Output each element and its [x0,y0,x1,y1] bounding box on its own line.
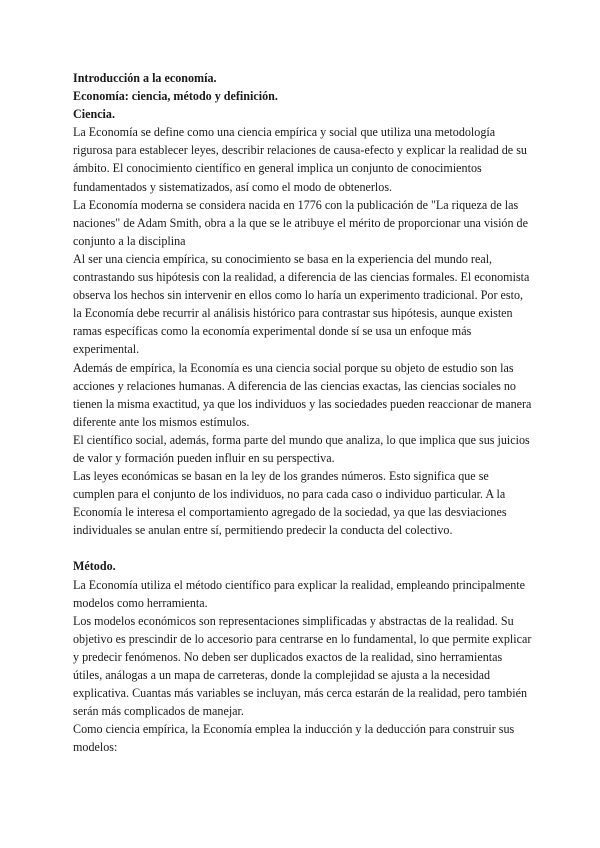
paragraph: Las leyes económicas se basan en la ley de los grandes números. Esto significa que se cumplen para el conjunto de los individuos, no para cada caso o individuo particular. A la Economía le interesa el comportamiento agregado de la sociedad, ya que las desviaciones individuales se anulan entre sí, permitiendo predecir la conducta del colectivo. [73,469,507,538]
paragraph: La Economía se define como una ciencia empírica y social que utiliza una metodología rigurosa para establecer leyes, describir relaciones de causa-efecto y explicar la realidad de su ámbito. El conocimiento científico en general implica un conjunto de conocimientos fundamentados y sistematizados, así como el modo de obtenerlos. [73,125,527,194]
document-body [73,69,533,756]
paragraph: Como ciencia empírica, la Economía emplea la inducción y la deducción para construir sus modelos: [73,722,515,755]
paragraph: Los modelos económicos son representaciones simplificadas y abstractas de la realidad. Su objetivo es prescindir de lo accesorio para centrarse en lo fundamental, lo que permite explicar y predecir fenómenos. No deben ser duplicados exactos de la realidad, sino herramientas útiles, análogas a un mapa de carreteras, donde la complejidad se ajusta a la necesidad explicativa. Cuantas más variables se incluyan, más cerca estarán de la realidad, pero también serán más complicados de manejar. [73,613,532,719]
paragraph: La Economía utiliza el método científico para explicar la realidad, empleando principalmente modelos como herramienta. [73,577,525,610]
section-heading-metodo: Método. [73,559,116,574]
document-title: Introducción a la economía. [73,71,217,85]
paragraph: El científico social, además, forma parte del mundo que analiza, lo que implica que sus juicios de valor y formación pueden influir en su perspectiva. [73,432,530,465]
section-heading-ciencia: Ciencia. [73,107,115,122]
blank-line [73,539,533,557]
document-subtitle: Economía: ciencia, método y definición. [73,89,278,104]
paragraph: Además de empírica, la Economía es una ciencia social porque su objeto de estudio son las acciones y relaciones humanas. A diferencia de las ciencias exactas, las ciencias sociales no tienen la misma exactitud, ya que los individuos y las sociedades pueden reaccionar de manera diferente ante los mismos estímulos. [73,360,532,429]
paragraph: La Economía moderna se considera nacida en 1776 con la publicación de "La riqueza de las naciones" de Adam Smith, obra a la que se le atribuye el mérito de proporcionar una visión de conjunto a la disciplina [73,197,528,248]
paragraph: Al ser una ciencia empírica, su conocimiento se basa en la experiencia del mundo real, contrastando sus hipótesis con la realidad, a diferencia de las ciencias formales. El economista observa los hechos sin intervenir en ellos como lo haría un experimento tradicional. Por esto, la Economía debe recurrir al análisis histórico para contrastar sus hipótesis, aunque existen ramas específicas como la economía experimental donde sí se usa un enfoque más experimental. [73,251,530,357]
